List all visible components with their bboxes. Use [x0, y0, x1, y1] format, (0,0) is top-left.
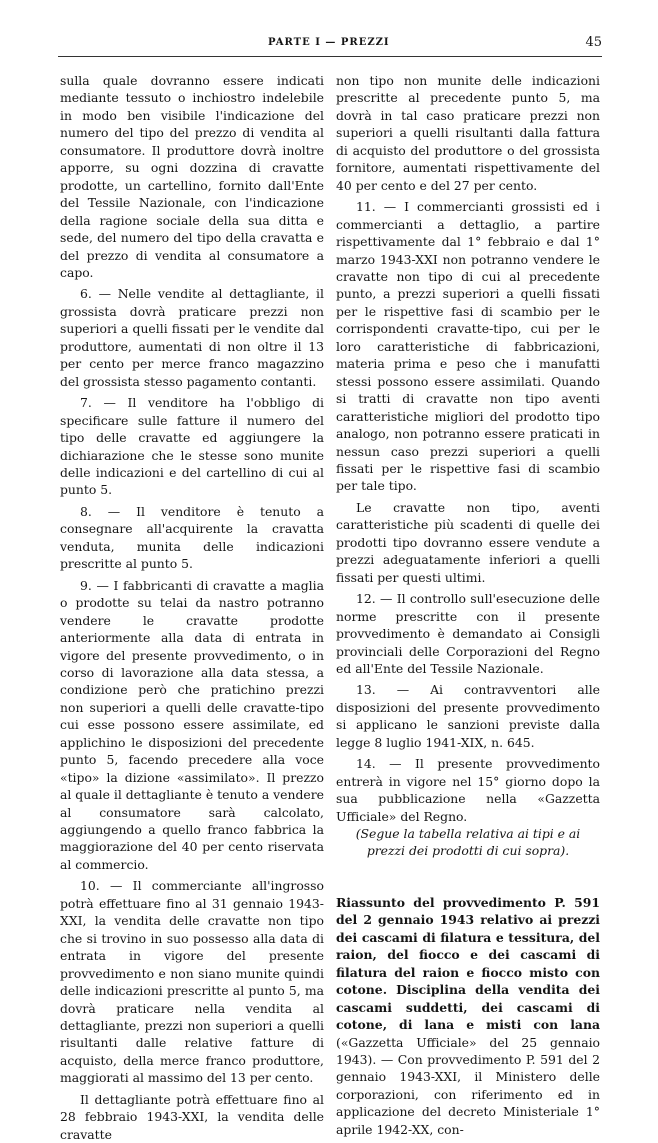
- header-rule: [58, 56, 602, 57]
- paragraph-11-second: Le cravatte non tipo, aventi caratteristiche più scadenti di quelle dei prodotti tipo dovranno essere vendute a prezzi adeguatamente inferiori a quelli fissati per questi ultimi.: [336, 499, 600, 585]
- paragraph-11: 11. — I commercianti grossisti ed i commercianti a dettaglio, a partire rispettivamente dal 1° febbraio e dal 1° marzo 1943-XXI non potranno vendere le cravatte non tipo di cui al precedente punto, a prezzi superiori a quelli fissati per le rispettive fasi di scambio per le corrispondenti cravatte-tipo, cui per le loro caratteristiche di fabbricazioni, materia prima e peso che i manufatti stessi possono essere assimilati. Quando si tratti di cravatte non tipo aventi caratteristiche migliori del prodotto tipo analogo, non potranno essere praticati in nessun caso prezzi superiori a quelli fissati per le rispettive fasi di scambio per tale tipo.: [336, 199, 600, 494]
- paragraph-7: 7. — Il venditore ha l'obbligo di specificare sulle fatture il numero del tipo delle cravatte ed aggiungere la dichiarazione che le stesse sono munite delle indicazioni e del cartellino di cui al punto 5.: [60, 395, 324, 498]
- paragraph-8: 8. — Il venditore è tenuto a consegnare all'acquirente la cravatta venduta, munita delle indicazioni prescritte al punto 5.: [60, 503, 324, 572]
- paragraph-10-dettagliante: Il dettagliante potrà effettuare fino al 28 febbraio 1943-XXI, la vendita delle cravatte: [60, 1091, 324, 1142]
- paragraph-13: 13. — Ai contravventori alle disposizioni del presente provvedimento si applicano le sanzioni previste dalla legge 8 luglio 1941-XIX, n. 645.: [336, 682, 600, 750]
- paragraph-14: 14. — Il presente provvedimento entrerà in vigore nel 15° giorno dopo la sua pubblicazione nella «Gazzetta Ufficiale» del Regno.: [336, 756, 600, 824]
- summary-title: Riassunto del provvedimento P. 591 del 2 gennaio 1943 relativo ai prezzi dei cascami di filatura e tessitura, del raion, del fiocco e dei cascami di filatura del raion e fiocco misto con cotone. Disciplina della vendita dei cascami suddetti, dei cascami di cotone, di lana e misti con lana: [336, 894, 600, 1033]
- summary-paragraph: [336, 894, 600, 1138]
- paragraph-6: 6. — Nelle vendite al dettagliante, il grossista dovrà praticare prezzi non superiori a quelli fissati per le vendite dal produttore, aumentati di non oltre il 13 per cento per merce franco magazzino del grossista stesso pagamento contanti.: [60, 286, 324, 389]
- paragraph-9: 9. — I fabbricanti di cravatte a maglia o prodotte su telai da nastro potranno vendere le cravatte prodotte anteriormente alla data di entrata in vigore del presente provvedimento, o in corso di lavorazione alla data stessa, a condizione però che pratichino prezzi non superiori a quelli delle cravatte-tipo cui esse possono essere assimilate, ed applichino le disposizioni del precedente punto 5, facendo precedere alla voce «tipo» la dizione «assimilato». Il prezzo al quale il dettagliante è tenuto a vendere al consumatore sarà calcolato, aggiungendo a quello franco fabbrica la maggiorazione del 40 per cento riservata al commercio.: [60, 577, 324, 872]
- paragraph-continued: sulla quale dovranno essere indicati mediante tessuto o inchiostro indelebile in modo ben visibile l'indicazione del numero del tipo del prezzo di vendita al consumatore. Il produttore dovrà inoltre apporre, su ogni dozzina di cravatte prodotte, un cartellino, fornito dall'Ente del Tessile Nazionale, con l'indicazione della ragione sociale della sua ditta e sede, del numero del tipo della cravatta e del prezzo di vendita al consumatore a capo.: [60, 73, 324, 280]
- summary-text: («Gazzetta Ufficiale» del 25 gennaio 1943). — Con provvedimento P. 591 del 2 gennaio 1943-XXI, il Ministero delle corporazioni, con riferimento ed in applicazione del decreto Ministeriale 1° aprile 1942-XX, con-: [336, 1034, 600, 1137]
- paragraph-10: 10. — Il commerciante all'ingrosso potrà effettuare fino al 31 gennaio 1943-XXI, la vendita delle cravatte non tipo che si trovino in suo possesso alla data di entrata in vigore del presente provvedimento e non siano munite quindi delle indicazioni prescritte al punto 5, ma dovrà praticare nella vendita al dettagliante, prezzi non superiori a quelli risultanti dalle relative fatture di acquisto, della merce franco produttore, maggiorati al massimo del 13 per cento.: [60, 878, 324, 1086]
- table-note: (Segue la tabella relativa ai tipi e ai prezzi dei prodotti di cui sopra).: [355, 826, 581, 859]
- left-column: [60, 72, 324, 1143]
- page-number: 45: [585, 35, 602, 50]
- paragraph-10-continued: non tipo non munite delle indicazioni prescritte al precedente punto 5, ma dovrà in tal caso praticare prezzi non superiori a quelli risultanti dalla fattura di acquisto del produttore o del grossista fornitore, aumentati rispettivamente del 40 per cento e del 27 per cento.: [336, 73, 600, 193]
- header-title: PARTE I — PREZZI: [268, 37, 390, 48]
- right-column: [336, 72, 600, 1138]
- paragraph-12: 12. — Il controllo sull'esecuzione delle norme prescritte con il presente provvedimento è demandato ai Consigli provinciali delle Corporazioni del Regno ed all'Ente del Tessile Nazionale.: [336, 591, 600, 676]
